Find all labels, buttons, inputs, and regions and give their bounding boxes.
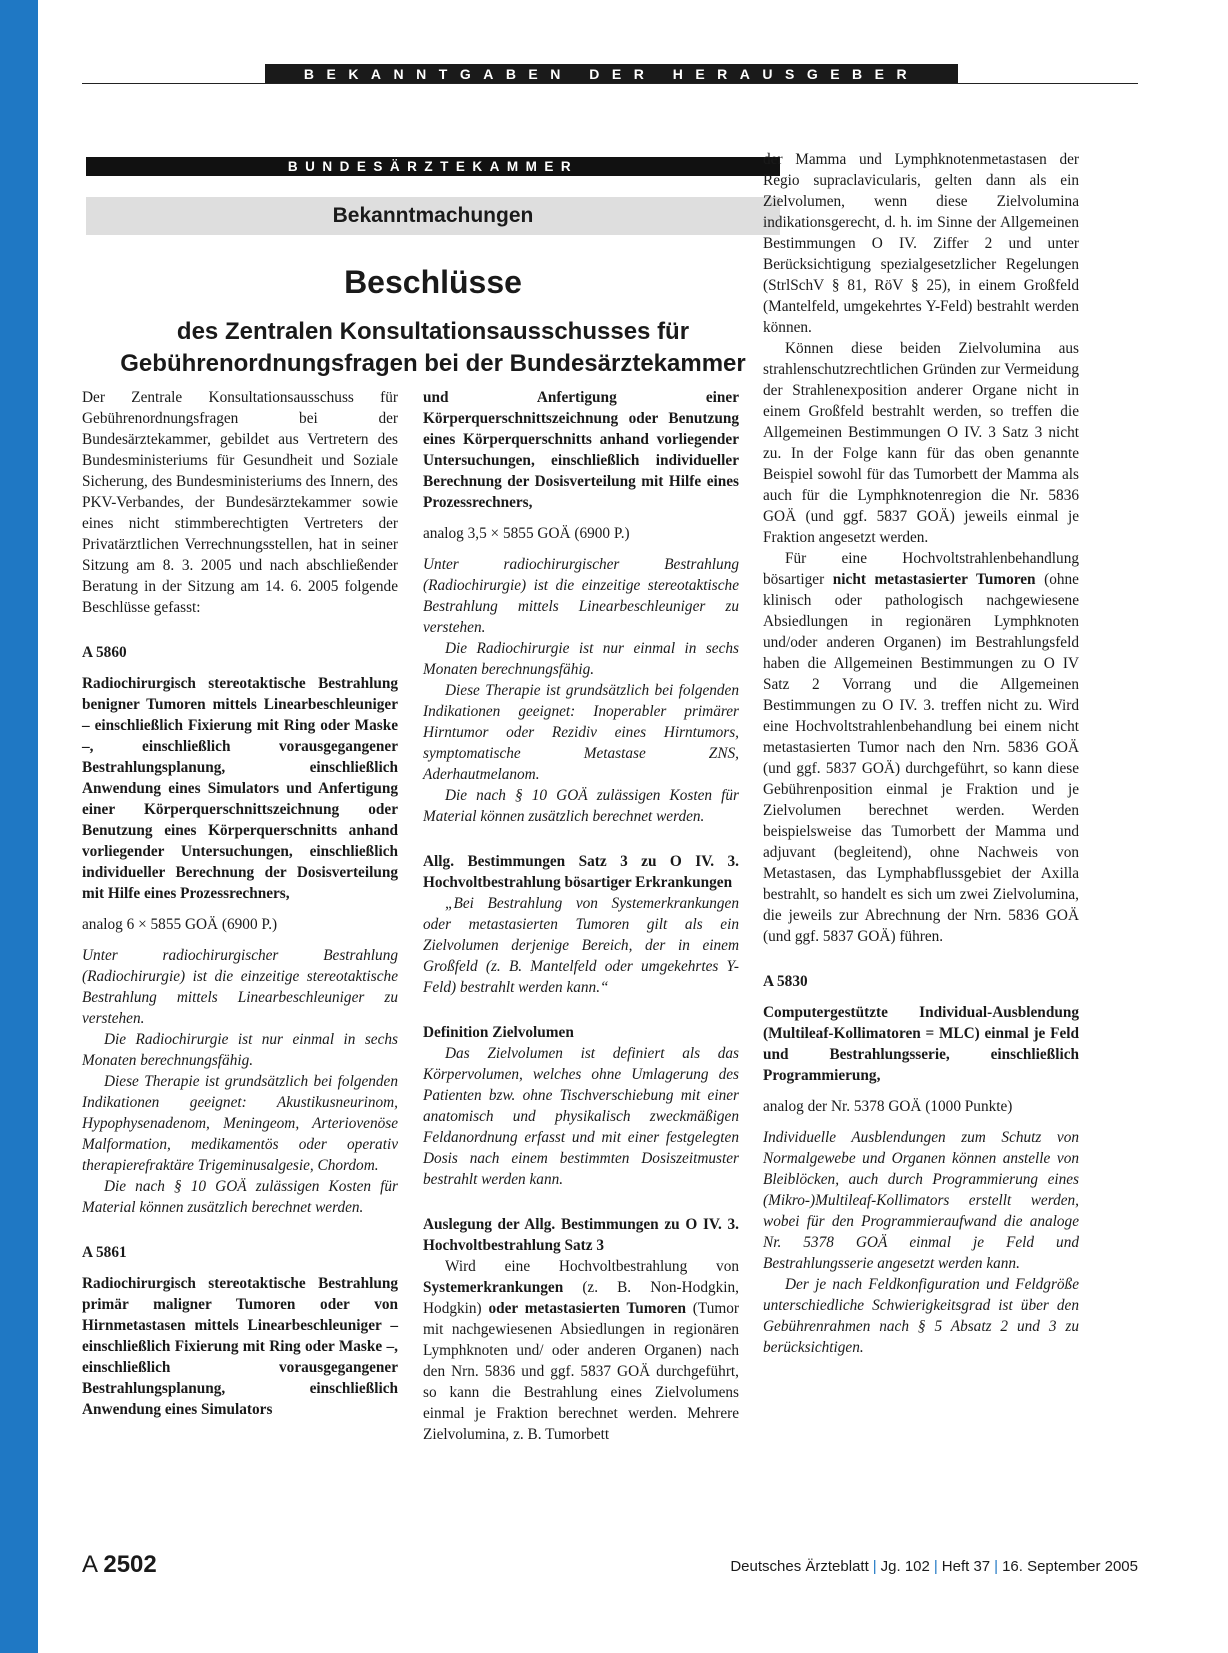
a5860-code: A 5860	[82, 644, 127, 661]
journal-date: 16. September 2005	[1002, 1558, 1138, 1575]
col3-paragraph-3	[763, 548, 1079, 947]
column-2	[423, 387, 739, 1445]
definition-text: Das Zielvolumen ist definiert als das Körpervolumen, welches ohne Umlagerung des Patienten bzw. ohne Tischverschiebung mit einer anatomisch und physikalisch zweckmäßigen Feldanordnung erfasst und mit einer festgelegten Dosis nach einem bestimmten Dosiszeitmuster bestrahlt werden kann.	[423, 1045, 739, 1188]
page-edge-bar	[0, 0, 38, 1653]
a5860-analog: analog 6 × 5855 GOÄ (6900 P.)	[82, 916, 278, 933]
auslegung-bold-2: oder metastasierten Tumoren	[488, 1300, 686, 1317]
a5860-title: Radiochirurgisch stereotaktische Bestrahlung benigner Tumoren mittels Linearbeschleuniger – einschließlich Fixierung mit Ring oder Maske –, einschließlich vorausgegangener Bestrahlungsplanung, einschließlich Anwendung eines Simulators und Anfertigung einer Körperquerschnittszeichnung oder Benutzung eines Körperquerschnitts anhand vorliegender Untersuchungen, einschließlich individueller Berechnung der Dosisverteilung mit Hilfe eines Prozessrechners,	[82, 675, 398, 902]
journal-name: Deutsches Ärzteblatt	[730, 1558, 869, 1575]
page-prefix: A	[82, 1551, 97, 1578]
a5861-title-cont: und Anfertigung einer Körperquerschnittszeichnung oder Benutzung eines Körperquerschnitts anhand vorliegender Untersuchungen, einschließlich individueller Berechnung der Dosisverteilung mit Hilfe eines Prozessrechners,	[423, 389, 739, 511]
a5861-title: Radiochirurgisch stereotaktische Bestrahlung primär maligner Tumoren oder von Hirnmetastasen mittels Linearbeschleuniger – einschließlich Fixierung mit Ring oder Maske –, einschließlich vorausgegangener Bestrahlungsplanung, einschließlich Anwendung eines Simulators	[82, 1275, 398, 1418]
category-label: Bekanntmachungen	[86, 197, 780, 235]
subtitle-line-1: des Zentralen Konsultationsausschusses für	[176, 318, 690, 345]
article-subtitle	[86, 316, 780, 380]
a5830-code: A 5830	[763, 973, 808, 990]
col3-p3-text-a: Für eine Hochvoltstrahlenbehandlung bösartiger	[763, 550, 1079, 588]
a5860-note-4: Die nach § 10 GOÄ zulässigen Kosten für Material können zusätzlich berechnet werden.	[82, 1178, 398, 1216]
a5860-note-2: Die Radiochirurgie ist nur einmal in sechs Monaten berechnungsfähig.	[82, 1031, 398, 1069]
intro-paragraph: Der Zentrale Konsultationsausschuss für Gebührenordnungsfragen bei der Bundesärztekammer, gebildet aus Vertretern des Bundesministeriums für Gesundheit und Soziale Sicherung, des Bundesministeriums des Innern, des PKV-Verbandes, der Bundesärztekammer sowie eines nicht stimmberechtigten Vertreters der Privatärztlichen Verrechnungsstellen, hat in seiner Sitzung am 8. 3. 2005 und nach abschließender Beratung in der Sitzung am 14. 6. 2005 folgende Beschlüsse gefasst:	[82, 389, 398, 616]
page-number-value: 2502	[103, 1551, 157, 1578]
column-3	[763, 149, 1079, 1358]
a5861-note-2: Die Radiochirurgie ist nur einmal in sechs Monaten berechnungsfähig.	[423, 640, 739, 678]
auslegung-text-3: (Tumor mit nachgewiesenen Absiedlungen in regionären Lymphknoten und/ oder anderen Organen) nach den Nrn. 5836 und ggf. 5837 GOÄ durchgeführt, so kann die Bestrahlung eines Zielvolumens einmal je Fraktion berechnet werden. Mehrere Zielvolumina, z. B. Tumorbett	[423, 1300, 739, 1443]
definition-heading: Definition Zielvolumen	[423, 1024, 574, 1041]
a5861-note-4: Die nach § 10 GOÄ zulässigen Kosten für Material können zusätzlich berechnet werden.	[423, 787, 739, 825]
allg-heading: Allg. Bestimmungen Satz 3 zu O IV. 3. Hochvoltbestrahlung bösartiger Erkrankungen	[423, 853, 739, 891]
col3-paragraph-2: Können diese beiden Zielvolumina aus strahlenschutzrechtlichen Gründen zur Vermeidung der Strahlenexposition anderer Organe nicht in einem Großfeld bestrahlt werden, so treffen die Allgemeinen Bestimmungen O IV. 3 Satz 3 nicht zu. In der Folge kann für das oben genannte Beispiel sowohl für das Tumorbett der Mamma als auch für die Lymphknotenregion die Nr. 5836 GOÄ (und ggf. 5837 GOÄ) jeweils einmal je Fraktion angesetzt werden.	[763, 340, 1079, 546]
col3-p3-text-c: (ohne klinisch oder pathologisch nachgewiesene Absiedlungen in regionären Lymphknoten und/oder anderen Organen) im Bestrahlungsfeld haben die Allgemeinen Bestimmungen zu O IV Satz 2 Vorrang und die Allgemeinen Bestimmungen zu O IV. 3. treffen nicht zu. Wird eine Hochvoltstrahlenbehandlung bei einem nicht metastasierten Tumor nach den Nrn. 5836 GOÄ (und ggf. 5837 GOÄ) durchgeführt, so kann diese Gebührenposition einmal je Fraktion und je Zielvolumen berechnet werden. Werden beispielsweise das Tumorbett der Mamma und adjuvant (begleitend), ohne Nachweis von Metastasen, das Lymphabflussgebiet der Axilla bestrahlt, so handelt es sich um zwei Zielvolumina, die jeweils zur Abrechnung der Nrn. 5836 GOÄ (und ggf. 5837 GOÄ) führen.	[763, 571, 1079, 945]
a5860-note-3: Diese Therapie ist grundsätzlich bei folgenden Indikationen geeignet: Akustikusneurinom, Hypophysenadenom, Meningeom, Arteriovenöse Malformation, medikamentös oder operativ therapierefraktäre Trigeminusalgesie, Chordom.	[82, 1073, 398, 1174]
a5861-analog: analog 3,5 × 5855 GOÄ (6900 P.)	[423, 525, 630, 542]
col3-p3-bold: nicht metastasierter Tumoren	[832, 571, 1036, 588]
auslegung-bold-1: Systemerkrankungen	[423, 1279, 564, 1296]
journal-volume: Jg. 102	[880, 1558, 930, 1575]
a5860-note-1: Unter radiochirurgischer Bestrahlung (Radiochirurgie) ist die einzeitige stereotaktische Bestrahlung mittels Linearbeschleuniger zu verstehen.	[82, 947, 398, 1027]
auslegung-text	[423, 1256, 739, 1445]
auslegung-text-2: (z. B. Non-Hodgkin, Hodgkin)	[423, 1279, 739, 1317]
subtitle-line-2: Gebührenordnungsfragen bei der Bundesärztekammer	[120, 350, 746, 377]
auslegung-heading: Auslegung der Allg. Bestimmungen zu O IV. 3. Hochvoltbestrahlung Satz 3	[423, 1216, 739, 1254]
a5861-note-1: Unter radiochirurgischer Bestrahlung (Radiochirurgie) ist die einzeitige stereotaktische Bestrahlung mittels Linearbeschleuniger zu verstehen.	[423, 556, 739, 636]
page-number	[82, 1550, 157, 1580]
journal-footer: Deutsches Ärzteblatt | Jg. 102 | Heft 37 | 16. September 2005	[730, 1558, 1138, 1575]
header-rule	[82, 83, 1138, 84]
a5861-note-3: Diese Therapie ist grundsätzlich bei folgenden Indikationen geeignet: Inoperabler primärer Hirntumor oder Rezidiv eines Hirntumors, symptomatische Metastase ZNS, Aderhautmelanom.	[423, 682, 739, 783]
a5830-note-2: Der je nach Feldkonfiguration und Feldgröße unterschiedliche Schwierigkeitsgrad ist über den Gebührenrahmen nach § 5 Absatz 2 und 3 zu berücksichtigen.	[763, 1276, 1079, 1356]
section-header: BEKANNTGABEN DER HERAUSGEBER	[265, 64, 958, 84]
auslegung-text-1: Wird eine Hochvoltbestrahlung von	[445, 1258, 739, 1275]
a5830-note-1: Individuelle Ausblendungen zum Schutz von Normalgewebe und Organen können anstelle von Bleiblöcken, auch durch Programmierung eines (Mikro-)Multileaf-Kollimators erstellt werden, wobei für den Programmieraufwand die analoge Nr. 5378 GOÄ einmal je Feld und Bestrahlungsserie angesetzt werden kann.	[763, 1129, 1079, 1272]
col3-paragraph-1: der Mamma und Lymphknotenmetastasen der Regio supraclavicularis, gelten dann als ein Zielvolumen, wenn diese Zielvolumina indikationsgerecht, d. h. im Sinne der Allgemeinen Bestimmungen O IV. Ziffer 2 und unter Berücksichtigung spezialgesetzlicher Regelungen (StrlSchV § 81, RöV § 25), in einem Großfeld (Mantelfeld, umgekehrtes Y-Feld) bestrahlt werden können.	[763, 151, 1079, 336]
column-1	[82, 387, 398, 1420]
journal-issue: Heft 37	[941, 1558, 991, 1575]
a5830-title: Computergestützte Individual-Ausblendung (Multileaf-Kollimatoren = MLC) einmal je Feld und Bestrahlungsserie, einschließlich Programmierung,	[763, 1004, 1079, 1084]
a5861-code: A 5861	[82, 1244, 127, 1261]
organization-bar: BUNDESÄRZTEKAMMER	[86, 157, 780, 176]
a5830-analog: analog der Nr. 5378 GOÄ (1000 Punkte)	[763, 1098, 1013, 1115]
article-title: Beschlüsse	[344, 264, 522, 300]
allg-quote: „Bei Bestrahlung von Systemerkrankungen oder metastasierten Tumoren gilt als ein Zielvolumen derjenige Bereich, der in einem Großfeld (z. B. Mantelfeld oder umgekehrtes Y-Feld) bestrahlt werden kann.“	[423, 895, 739, 996]
